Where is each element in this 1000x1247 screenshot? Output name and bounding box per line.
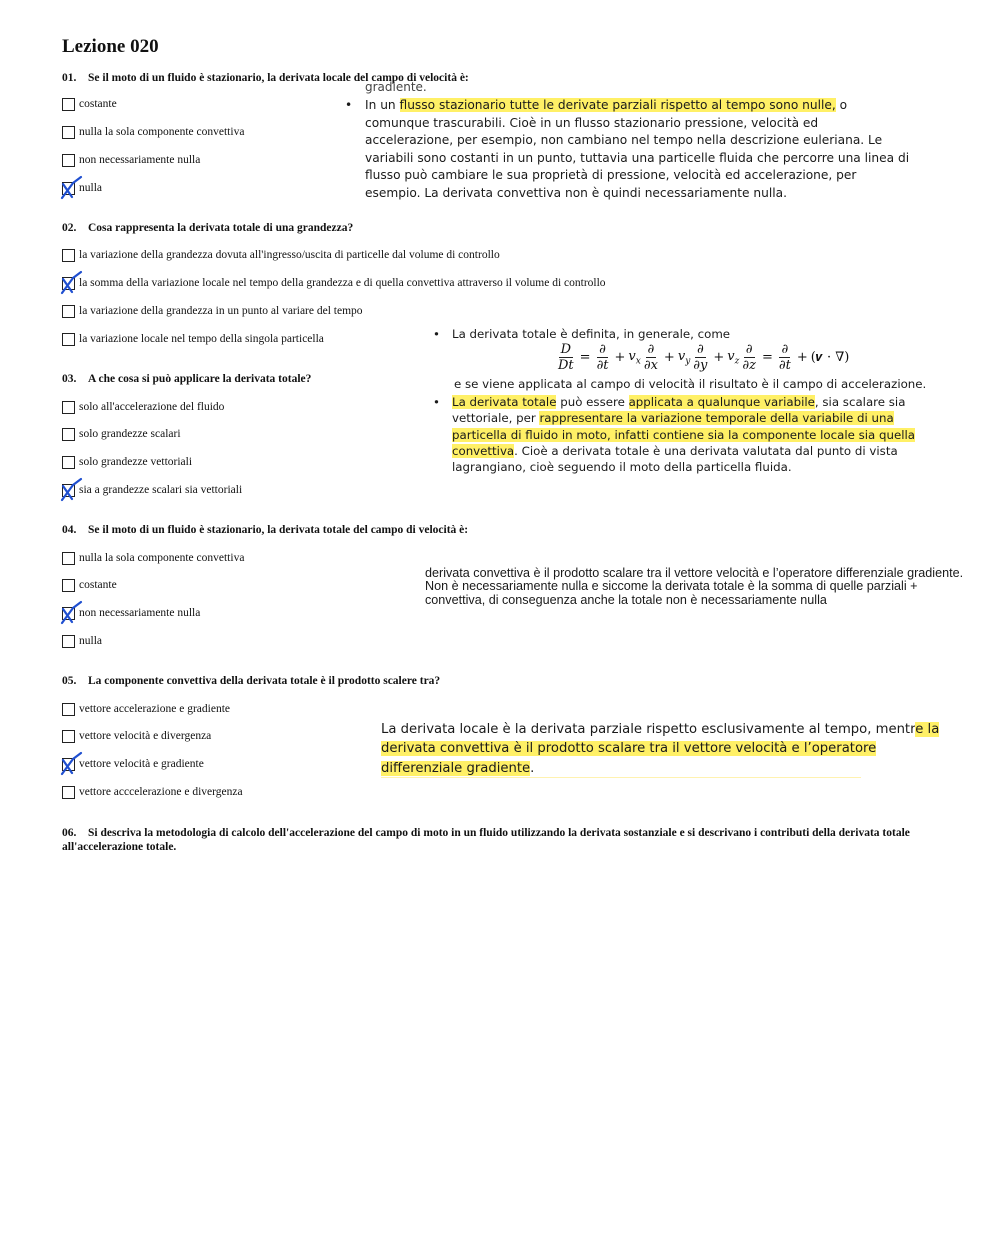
question-title (62, 524, 468, 536)
answer-label: solo grandezze vettoriali (79, 456, 193, 468)
annotation-note-stationary-flow (345, 97, 910, 202)
answer-checkbox-checked[interactable] (62, 758, 75, 771)
note-text: . (530, 760, 535, 776)
question-text: A che cosa si può applicare la derivata totale? (88, 373, 312, 385)
answer-checkbox[interactable] (62, 703, 75, 716)
answer-option[interactable] (62, 124, 244, 140)
question-text: Se il moto di un fluido è stazionario, la derivata totale del campo di velocità è: (88, 524, 469, 536)
answer-option[interactable] (62, 247, 500, 263)
answer-label: nulla (79, 182, 102, 194)
question-title (62, 222, 353, 234)
lesson-title: Lezione 020 (62, 36, 159, 57)
note-text: può essere (556, 395, 629, 409)
answer-option[interactable] (62, 275, 606, 291)
clipped-text-fragment: gradiente. (365, 80, 427, 94)
answer-checkbox-checked[interactable] (62, 484, 75, 497)
answer-checkbox[interactable] (62, 579, 75, 592)
question-number: 01. (62, 72, 77, 84)
answer-option[interactable] (62, 180, 102, 196)
answer-label: sia a grandezze scalari sia vettoriali (79, 484, 243, 496)
answer-checkbox[interactable] (62, 730, 75, 743)
question-number: 03. (62, 373, 77, 385)
answer-option[interactable] (62, 577, 117, 593)
answer-option[interactable] (62, 96, 117, 112)
question-number: 02. (62, 222, 77, 234)
divider (381, 777, 861, 778)
answer-option[interactable] (62, 756, 204, 772)
question-number: 05. (62, 675, 77, 687)
annotation-note-local-derivative (381, 720, 941, 778)
note-text: o comunque trascurabili. Cioè in un flusso stazionario pressione, velocità ed accelerazione, per esempio, non cambiano nel tempo nella descrizione euleriana. Le variabili sono costanti in un punto, tuttavia una particelle fluida che percorre una linea di flusso può cambiare le sua proprietà di pressione, velocità ed accelerazione, per esempio. La derivata convettiva non è quindi necessariamente nulla. (365, 98, 910, 200)
note-text: In un (365, 98, 400, 112)
question-text: Si descriva la metodologia di calcolo dell'accelerazione del campo di moto in un fluido utilizzando la derivata sostanziale e si descrivano i contributi della derivata totale all'accelerazione totale. (62, 827, 910, 853)
bullet: • (433, 395, 440, 409)
answer-checkbox[interactable] (62, 154, 75, 167)
answer-checkbox[interactable] (62, 98, 75, 111)
question-text: Se il moto di un fluido è stazionario, la derivata locale del campo di velocità è: (88, 72, 469, 84)
answer-label: nulla la sola componente convettiva (79, 552, 245, 564)
formula-fraction: $\frac{\partial}{\partial z}$ (742, 342, 756, 373)
formula-fraction: $\frac{\partial}{\partial t}$ (778, 342, 791, 373)
answer-label: costante (79, 579, 117, 591)
highlighted-text: applicata a qualunque variabile (628, 395, 815, 409)
note-text: La derivata totale è definita, in generale, come (452, 327, 731, 341)
answer-option[interactable] (62, 152, 200, 168)
answer-checkbox[interactable] (62, 552, 75, 565)
total-derivative-formula: $\frac{D}{Dt}$ = $\frac{\partial}{\partial t}$ + $v_x$ $\frac{\partial}{\partial x}$ + $v_y$ $\frac{\partial}{\partial y}$ + $v_z$ $\frac{\partial}{\partial z}$ = $\frac{\partial}{\partial t}$ + (𝒗 · ∇) (558, 342, 850, 373)
question-number: 04. (62, 524, 77, 536)
highlighted-text: e la derivata convettiva è il prodotto scalare tra il vettore velocità e l’operatore differenziale gradiente (381, 722, 940, 776)
check-mark-icon (59, 750, 83, 778)
formula-fraction: $\frac{\partial}{\partial x}$ (643, 342, 658, 373)
highlighted-text: rappresentare la variazione temporale della variabile di una particella di fluido in moto, infatti contiene sia la componente locale sia quella convettiva (452, 411, 916, 458)
answer-label: la variazione della grandezza in un punto al variare del tempo (79, 305, 363, 317)
answer-label: vettore accelerazione e gradiente (79, 703, 230, 715)
annotation-note-total-derivative (433, 326, 731, 342)
annotation-note-convective-derivative: derivata convettiva è il prodotto scalare tra il vettore velocità e l’operatore differenziale gradiente. Non è necessariamente nulla e siccome la derivata totale è la somma di quelle parziali + convettiva, di conseguenza anche la totale non è necessariamente nulla (425, 566, 964, 607)
answer-label: non necessariamente nulla (79, 607, 201, 619)
answer-label: costante (79, 98, 117, 110)
answer-label: vettore velocità e divergenza (79, 730, 212, 742)
answer-option[interactable] (62, 728, 211, 744)
note-text: , sia scalare sia vettoriale, per (452, 395, 906, 426)
question-title (62, 373, 311, 385)
answer-label: la variazione della grandezza dovuta all'ingresso/uscita di particelle dal volume di controllo (79, 249, 500, 261)
annotation-note-total-derivative-usage (433, 394, 947, 475)
check-mark-icon (59, 476, 83, 504)
answer-label: non necessariamente nulla (79, 154, 201, 166)
question-number: 06. (62, 827, 77, 839)
answer-checkbox-checked[interactable] (62, 182, 75, 195)
question-text: Cosa rappresenta la derivata totale di una grandezza? (88, 222, 354, 234)
check-mark-icon (59, 269, 83, 297)
highlighted-text: La derivata totale (452, 395, 557, 409)
note-text: . Cioè a derivata totale è una derivata valutata dal punto di vista lagrangiano, cioè seguendo il moto della particella fluida. (452, 443, 898, 475)
question-text: La componente convettiva della derivata totale è il prodotto scalere tra? (88, 675, 441, 687)
question-title (62, 675, 440, 687)
answer-label: nulla la sola componente convettiva (79, 126, 245, 138)
answer-checkbox-checked[interactable] (62, 277, 75, 290)
answer-option[interactable] (62, 399, 224, 415)
bullet: • (433, 327, 440, 341)
answer-checkbox[interactable] (62, 428, 75, 441)
answer-option[interactable] (62, 605, 200, 621)
answer-label: la variazione locale nel tempo della singola particella (79, 333, 324, 345)
highlighted-text: flusso stazionario tutte le derivate parziali rispetto al tempo sono nulle, (399, 98, 836, 112)
answer-label: la somma della variazione locale nel tempo della grandezza e di quella convettiva attraverso il volume di controllo (79, 277, 606, 289)
check-mark-icon (59, 174, 83, 202)
answer-option[interactable] (62, 303, 363, 319)
answer-label: vettore velocità e gradiente (79, 758, 204, 770)
answer-option[interactable] (62, 550, 244, 566)
note-text: e se viene applicata al campo di velocità il risultato è il campo di accelerazione. (454, 377, 927, 391)
answer-checkbox[interactable] (62, 635, 75, 648)
formula-fraction: $\frac{\partial}{\partial y}$ (693, 342, 708, 373)
formula-fraction: $\frac{\partial}{\partial t}$ (596, 342, 609, 373)
answer-checkbox[interactable] (62, 786, 75, 799)
answer-checkbox[interactable] (62, 333, 75, 346)
answer-option[interactable] (62, 701, 230, 717)
answer-checkbox[interactable] (62, 249, 75, 262)
answer-option[interactable] (62, 482, 242, 498)
answer-checkbox-checked[interactable] (62, 607, 75, 620)
answer-checkbox[interactable] (62, 401, 75, 414)
note-text: La derivata locale è la derivata parziale rispetto esclusivamente al tempo, mentr (381, 722, 916, 737)
answer-label: vettore acccelerazione e divergenza (79, 786, 243, 798)
answer-checkbox[interactable] (62, 305, 75, 318)
answer-option[interactable] (62, 633, 102, 649)
answer-checkbox[interactable] (62, 126, 75, 139)
answer-label: nulla (79, 635, 102, 647)
bullet: • (345, 98, 353, 112)
answer-label: solo all'accelerazione del fluido (79, 401, 225, 413)
answer-option[interactable] (62, 331, 324, 347)
answer-label: solo grandezze scalari (79, 428, 181, 440)
answer-option[interactable] (62, 426, 181, 442)
formula-fraction: $\frac{D}{Dt}$ (558, 342, 574, 373)
answer-option[interactable] (62, 454, 192, 470)
answer-checkbox[interactable] (62, 456, 75, 469)
answer-option[interactable] (62, 784, 243, 800)
check-mark-icon (59, 599, 83, 627)
question-title (62, 826, 932, 854)
